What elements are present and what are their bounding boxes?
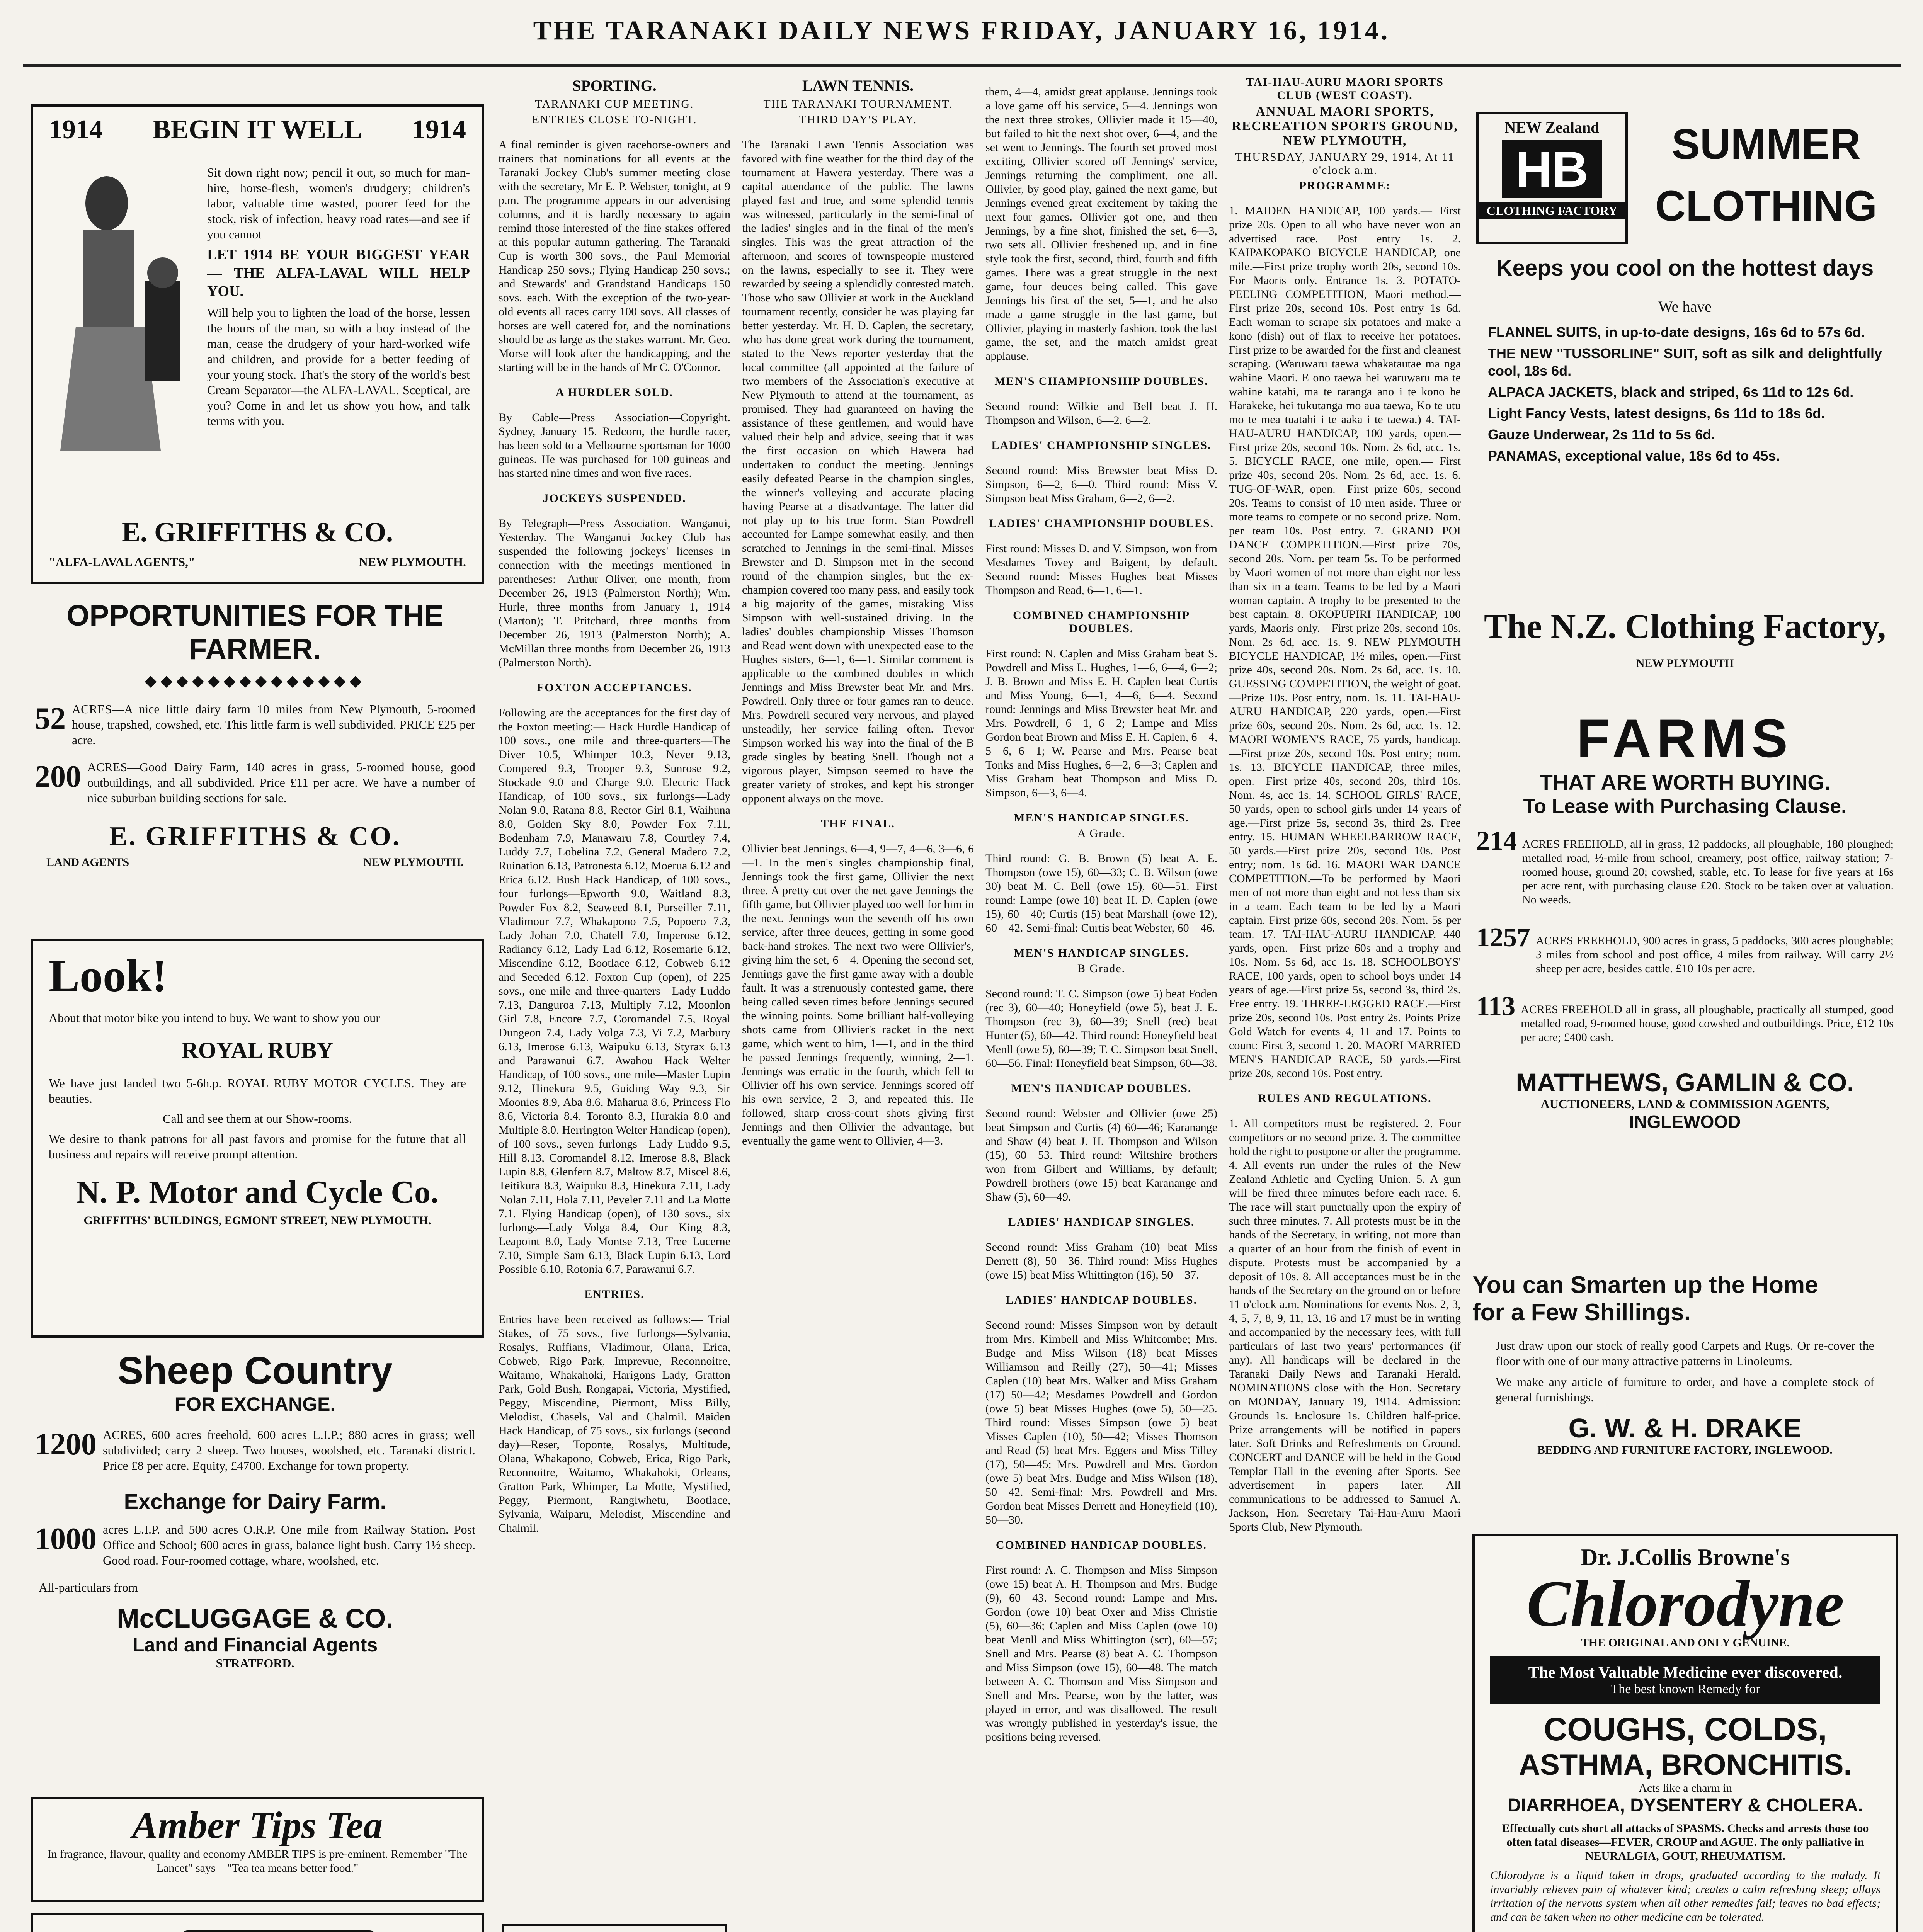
banner-line-2: The best known Remedy for xyxy=(1610,1682,1760,1696)
ad-text-1: Sit down right now; pencil it out, so much for man-hire, horse-flesh, women's drudgery; children's labor, valuable time wasted, poorer feed for the stock, risk of infection, heavy road rates—and see if you cannot xyxy=(207,165,470,241)
original-line: THE ORIGINAL AND ONLY GENUINE. xyxy=(1581,1636,1790,1649)
acre-number: 1257 xyxy=(1476,923,1530,952)
remedy-description: Chlorodyne is a liquid taken in drops, graduated according to the malady. It invariably relieves pain of whatever kind; creates a calm refreshing sleep; allays irritation of the nervous system when all other remedies fail; leaves no bad effects; and can be taken when no other medicine can be tolerated. xyxy=(1490,1869,1880,1923)
firm-town: NEW PLYMOUTH xyxy=(1636,657,1734,670)
subheading-final: THE FINAL. xyxy=(821,817,895,830)
ad-title-1: You can Smarten up the Home xyxy=(1472,1272,1818,1298)
brand-name: Chlorodyne xyxy=(1526,1567,1844,1640)
year-left: 1914 xyxy=(49,115,103,145)
listing-text: ACRES—Good Dairy Farm, 140 acres in grass, 5-roomed house, good outbuildings, and all subdivided. Price £11 per acre. We have a number of nice suburban building sections for sale. xyxy=(87,760,475,805)
ad-text-2: We have just landed two 5-6h.p. ROYAL RUBY MOTOR CYCLES. They are beauties. xyxy=(49,1076,466,1105)
ad-text-4: We desire to thank patrons for all past favors and promise for the future that all business and repairs will receive prompt attention. xyxy=(49,1132,466,1161)
event-date: THURSDAY, JANUARY 29, 1914, At 11 o'clock a.m. xyxy=(1235,151,1455,177)
ad-farms xyxy=(1472,707,1897,1256)
grade-label: B Grade. xyxy=(1077,962,1126,975)
subheading: THE TARANAKI TOURNAMENT. xyxy=(763,98,953,111)
chlorodyne-banner xyxy=(1490,1656,1880,1704)
result-text: Second round: T. C. Simpson (owe 5) beat Foden (rec 3), 60—40; Honeyfield (owe 5), beat J. E. Thompson (rec 3), 60—39; Snell (rec) beat Hunter (5), 60—42. Third round: Honeyfield beat Menll (owe 5), 60—39; T. C. Simpson beat Snell, 60—56. Final: Honeyfield beat Simpson, 60—38. xyxy=(985,987,1217,1070)
ad-title-2: for a Few Shillings. xyxy=(1472,1299,1691,1326)
subheading: TARANAKI CUP MEETING. xyxy=(535,98,694,111)
ad-title: OPPORTUNITIES FOR THE FARMER. xyxy=(66,599,444,666)
masthead: THE TARANAKI DAILY NEWS FRIDAY, JANUARY 16, 1914. xyxy=(533,16,1390,46)
listing-text: ACRES FREEHOLD, all in grass, 12 paddocks, all ploughable, 180 ploughed; metalled road, ½-mile from school, creamery, post office, railway station; 7-roomed house, ground 20; cowshed, stable, etc. To lease for five years at 16s per acre rent, with purchasing clause £20. Stock to be taken over at valuation. No weeds. xyxy=(1522,838,1894,906)
column-left-ads xyxy=(31,73,487,1932)
result-text: Second round: Miss Graham (10) beat Miss Derrett (8), 50—36. Third round: Miss Hughes (owe 15) beat Miss Whittington (16), 50—37. xyxy=(985,1241,1217,1281)
ad-text-1: Just draw upon our stock of really good Carpets and Rugs. Or re-cover the floor with one of our many attractive patterns in Linoleums. xyxy=(1496,1338,1874,1368)
rules-text: 1. All competitors must be registered. 2. Four competitors or no second prize. 3. The committee hold the right to postpone or alter the programme. 4. All events run under the rules of the New Zealand Athletic and Cycling Union. 5. A gun will be fired three minutes before each race. 6. The race will start punctually upon the expiry of such three minutes. 7. All protests must be in the hands of the Secretary, in writing, not more than a quarter of an hour from the finish of event in dispute. Protests must be accompanied by a deposit of 10s. 8. All acceptances must be in the hands of the Secretary on the ground on or before 11 o'clock a.m. Nominations for events Nos. 2, 3, 4, 5, 7, 8, 9, 11, 13, 16 and 17 must be in writing and accompanied by the necessary fees, with full particulars of last two years' performances (if any). All handicaps will be declared in the Taranaki Daily News and Taranaki Herald. NOMINATIONS close with the Hon. Secretary on MONDAY, January 19, 1914. Admission: Grounds 1s. Enclosure 1s. Children half-price. Prize arrangements will be notified in papers later. Soft Drinks and Refreshments on Ground. CONCERT and DANCE will be held in the Good Templar Hall in the evening after Sports. See advertisement in papers later. All communications to be addressed to Samuel A. Jackson, Hon. Secretary Tai-Hau-Auru Maori Sports Club, New Plymouth. xyxy=(1229,1117,1461,1533)
subheading-foxton: FOXTON ACCEPTANCES. xyxy=(537,681,692,694)
listing-1 xyxy=(35,1427,475,1477)
subheading: COMBINED HANDICAP DOUBLES. xyxy=(996,1539,1207,1551)
subheading: LADIES' CHAMPIONSHIP DOUBLES. xyxy=(989,517,1214,530)
firm-town: STRATFORD. xyxy=(216,1656,294,1670)
ad-title: Look! xyxy=(49,950,167,1001)
subheading-hurdler: A HURDLER SOLD. xyxy=(555,386,674,399)
firm-name: E. GRIFFITHS & CO. xyxy=(121,517,393,548)
ad-sheep-country xyxy=(31,1349,479,1781)
subheading: LADIES' HANDICAP DOUBLES. xyxy=(1006,1294,1197,1306)
firm-address: GRIFFITHS' BUILDINGS, EGMONT STREET, NEW PLYMOUTH. xyxy=(83,1214,431,1227)
ad-subtitle-2: To Lease with Purchasing Clause. xyxy=(1523,795,1847,818)
masthead-rule xyxy=(23,64,1901,67)
ad-title: BEGIN IT WELL xyxy=(152,115,362,145)
ad-header xyxy=(33,107,482,153)
ad-amber-tips-tea xyxy=(31,1797,484,1902)
badge-top: NEW Zealand xyxy=(1504,119,1600,136)
ornament-divider: ◆◆◆◆◆◆◆◆◆◆◆◆◆◆ xyxy=(145,672,366,689)
article-text: By Telegraph—Press Association. Wanganui, Yesterday. The Wanganui Jockey Club has suspended the following jockeys' licenses in connection with the meetings mentioned in parentheses:—Arthur Oliver, one month, from December 26, 1913 (Palmerston North); Wm. Hurle, three months from January 1, 1914 (Marton); T. Pritchard, three months from December 26, 1913 (Palmerston North); A. McMillan three months from December 26, 1913 (Palmerston North). xyxy=(499,517,730,669)
result-text: First round: N. Caplen and Miss Graham beat S. Powdrell and Miss L. Hughes, 1—6, 6—4, 6—2; J. B. Brown and Miss E. H. Caplen beat Curtis and Miss Young, 6—1, 4—6, 6—4. Second round: Jennings and Miss Brewster beat Mr. and Mrs. Powdrell, 6—1, 6—2; Lampe and Miss Gordon beat Brown and Miss E. H. Caplen, 6—4, 5—6, 6—1; W. Pearse and Mrs. Pearse beat Tonks and Miss Hughes, 6—2, 6—3; Caplen and Miss Graham beat Thompson and Miss D. Simpson, 6—3, 6—4. xyxy=(985,647,1217,799)
remedy-asthma: ASTHMA, BRONCHITIS. xyxy=(1519,1748,1852,1781)
ad-griffiths-alfa-laval xyxy=(31,104,484,584)
remedy-intro: Acts like a charm in xyxy=(1639,1782,1732,1794)
ad-subtitle-2: Exchange for Dairy Farm. xyxy=(124,1489,386,1514)
result-text: Third round: G. B. Brown (5) beat A. E. Thompson (owe 15), 60—33; C. B. Wilson (owe 30) beat M. C. Bell (owe 15), 60—51. First round: Lampe (owe 10) beat H. D. Caplen (owe 15), 60—40; Curtis (15) beat Marshall (owe 12), 60—42. Semi-final: Curtis beat Webster, 60—46. xyxy=(985,852,1217,934)
column-results xyxy=(985,73,1217,1932)
firm-name: E. GRIFFITHS & CO. xyxy=(109,821,401,851)
clothing-list xyxy=(1488,298,1882,468)
remedy-coughs: COUGHS, COLDS, xyxy=(1544,1711,1827,1747)
column-right-ads xyxy=(1472,73,1901,1932)
ad-text-3: Call and see them at our Show-rooms. xyxy=(163,1112,352,1126)
grade-label: A Grade. xyxy=(1077,827,1126,840)
woman-baking-illustration xyxy=(45,1930,161,1932)
article-text: The Taranaki Lawn Tennis Association was favored with fine weather for the third day of the tournament at Hawera yesterday. There was a capital attendance of the public. The lawns played fast and true, and some splendid tennis was witnessed, particularly in the semi-final of the ladies' singles and in the final of the men's singles. This was the great attraction of the afternoon, and scores of townspeople mustered on the lawns, especially to see it. They were rewarded by seeing a splendidly contested match. Those who saw Ollivier at work in the Auckland tournament recently, consider he was playing far better yesterday. Mr. H. D. Caplen, the secretary, who has done great work during the tournament, stated to the News reporter yesterday that the local committee (all appointed at the failure of two members of the Association's executive at New Plymouth to attend at the tournament, as promised. They had guaranteed on having the assistance of these gentlemen, and would have valued their help and advice, seeing that it was the first occasion on which Hawera had undertaken to conduct the meeting. Jennings easily defeated Pearse in the champion singles, the winner's volleying and accurate placing having Pearse at a disadvantage. The latter did not play up to his true form. Stan Powdrell accounted for Lampe somewhat easily, and then scratched to Jennings in the semi-final. Misses Brewster and D. Simpson met in the second round of the champion singles, but the ex-champion covered too many pass, and easily took a big majority of the games, mistaking Miss Simpson with well-sustained driving. In the ladies' doubles championship Misses Thomson and Read went down with unexpected ease to the Hughes sisters, 6—1, 6—1. Similar comment is applicable to the combined doubles in which Jennings and Miss Brewster beat Mr. and Mrs. Powdrell. Only three or four games ran to deuce. Mrs. Powdrell secured very nervous, and played unsteadily, her service failing often. Trevor Simpson worked his way into the final of the B grade singles by beating Snell. Though not a vigorous player, Simpson seemed to have the greater variety of strokes, and kept his stronger opponent always on the move. xyxy=(742,138,974,805)
firm-subtitle: Land and Financial Agents xyxy=(132,1634,378,1656)
firm-role: "ALFA-LAVAL AGENTS," xyxy=(49,555,195,569)
event-heading: ANNUAL MAORI SPORTS, RECREATION SPORTS GROUND, NEW PLYMOUTH, xyxy=(1232,104,1458,148)
ad-top-line: Dr. J.Collis Browne's xyxy=(1581,1544,1790,1570)
particulars-line: All-particulars from xyxy=(39,1580,138,1594)
article-text: By Cable—Press Association—Copyright. Sydney, January 15. Redcorn, the hurdle racer, has been sold to a Melbourne sportsman for 1000 guineas. He was purchased for 100 guineas and has started nine times and won five races. xyxy=(499,411,730,480)
clothing-item: PANAMAS, exceptional value, 18s 6d to 45s. xyxy=(1488,448,1780,464)
firm-footer xyxy=(31,852,479,873)
remedy-text: Effectually cuts short all attacks of SPASMS. Checks and arrests those too often fatal diseases—FEVER, CROUP and AGUE. The only palliative in NEURALGIA, GOUT, RHEUMATISM. xyxy=(1502,1822,1869,1862)
programme-text: 1. MAIDEN HANDICAP, 100 yards.— First prize 20s. Open to all who have never won an advertised race. Post entry 1s. 2. KAIPAKOPAKO BICYCLE HANDICAP, one mile.—First prize trophy worth 20s, second 10s. For Maoris only. Entrance 1s. 3. POTATO-PEELING COMPETITION, Maori method.—First prize 20s, second 10s. Post entry 1s 6d. Each woman to scrape six potatoes and make a kono (dish) out of flax to receive her potatoes. First prize to be awarded for the first and cleanest scraping. (Waruwaru taewa whakatautae ma nga wahine Maori. E ono taewa hei waruwaru ma te wahine katahi, ma te raranga ano i te kono he Harakeke, hei tukutanga mo aua taewa, Ko te utu mo te mea tuatahi i te aaka i te taewa.) 4. TAI-HAU-AURU HANDICAP, 100 yards, open.—First prize 20s, second 10s. Nom. 2s 6d, acc. 1s. 5. BICYCLE RACE, one mile, open.— First prize 40s, second 20s. Nom. 2s 6d, acc. 1s. 6. TUG-OF-WAR, open.—First prize 60s, second 20s. Teams to consist of 10 men aside. Three or more teams to compete or no second prize. Nom. per team 10s. Post entry. 7. GRAND POI DANCE COMPETITION.—First prize 70s, second 20s. Nom. per team 5s. To be performed by Maori women of not more than eight nor less than six in a team. Teams to be led by a Maori woman captain. A trophy to be presented to the best captain. 8. OKOPUPIRI HANDICAP, 100 yards, Maoris only.—First prize 20s, second 10s. Nom. 2s 6d, acc. 1s. 9. NEW PLYMOUTH BICYCLE HANDICAP, 1½ miles, open.—First prize 40s, second 20s. Nom. 2s 6d, acc. 1s. 10. GUESSING COMPETITION, the weight of goat.—Prize 10s. Post entry, nom. 1s. 11. TAI-HAU-AURU HANDICAP, 220 yards, open.—First prize 60s, second 20s. Nom. 2s 6d, acc. 1s. 12. MAORI WOMEN'S RACE, 75 yards, handicap.—First prize 20s, second 10s. Post entry; nom. 1s. 13. BICYCLE HANDICAP, three miles, open.—First prize 40s, second 20s, third 10s. Nom. 4s, acc 1s. 14. SCHOOL GIRLS' RACE, 50 yards, open to school girls under 14 years of age.—First prize 5s, second 3s, third 2s. Free entry. 15. HUMAN WHEELBARROW RACE, 50 yards.—First prize 20s, second 10s. Post entry; nom. 1s 6d. 16. MAORI WAR DANCE COMPETITION.—To be performed by Maori men of not more than eight and not less than six in a team. Each team to be led by a Maori captain. First prize 60s, second 20s. Nom. 5s per team. 17. TAI-HAU-AURU HANDICAP, 440 yards, open.—First prize 60s and a trophy and 10s. Nom. 5s 6d, acc 1s. 18. SCHOOLBOYS' RACE, 100 yards, open to school boys under 14 years of age.—First prize 5s, second 3s, third 2s. Free entry. 19. THREE-LEGGED RACE.—First prize 20s, second 10s. Post entry 2s. Points Prize Gold Watch for events 4, 11 and 17. Points to count: First 3, second 1. 20. MAORI MARRIED MEN'S HANDICAP RACE, 50 yards.—First prize 20s, second 10s. Post entry. xyxy=(1229,204,1461,1080)
ad-subtitle-1: THAT ARE WORTH BUYING. xyxy=(1539,770,1831,794)
listing-1 xyxy=(35,701,475,752)
clothing-item: ALPACA JACKETS, black and striped, 6s 11d to 12s 6d. xyxy=(1488,384,1854,400)
ad-title: Sheep Country xyxy=(117,1349,393,1392)
firm-town: NEW PLYMOUTH. xyxy=(363,856,464,869)
acre-number: 113 xyxy=(1476,992,1516,1021)
ad-title: Amber Tips Tea xyxy=(132,1804,383,1847)
club-heading: TAI-HAU-AURU MAORI SPORTS CLUB (WEST COAST). xyxy=(1246,76,1444,102)
listing-text: ACRES, 600 acres freehold, 600 acres L.I.P.; 880 acres in grass; well subdivided; carry 2 sheep. Two houses, woolshed, etc. Taranaki district. Price £8 per acre. Equity, £4700. Exchange for town property. xyxy=(103,1428,475,1473)
firm-town: INGLEWOOD xyxy=(1629,1112,1741,1132)
listing-2 xyxy=(35,759,475,810)
subheading: LADIES' HANDICAP SINGLES. xyxy=(1008,1216,1195,1228)
ad-subtitle: FOR EXCHANGE. xyxy=(174,1393,336,1415)
firm-name: N. P. Motor and Cycle Co. xyxy=(76,1174,439,1210)
firm-subtitle: BEDDING AND FURNITURE FACTORY, INGLEWOOD. xyxy=(1537,1444,1833,1456)
badge-bottom: CLOTHING FACTORY xyxy=(1479,202,1625,219)
result-text: Second round: Webster and Ollivier (owe 25) beat Simpson and Curtis (4) 60—46; Karanange and Shaw (4) beat J. H. Thompson and Wilson (15), 60—53. Third round: Wiltshire brothers won from Gilbert and Williams, by default; Powdrell brothers (owe 15) beat Karanange and Shaw (5), 60—49. xyxy=(985,1107,1217,1203)
clothing-item: Light Fancy Vests, latest designs, 6s 11d to 18s 6d. xyxy=(1488,405,1825,421)
ad-title-2: CLOTHING xyxy=(1655,182,1877,230)
farm-listing-2 xyxy=(1476,922,1894,987)
ad-cuticura xyxy=(499,1920,730,1932)
subheading: MEN'S HANDICAP SINGLES. xyxy=(1014,811,1189,824)
clothing-item: THE NEW "TUSSORLINE" SUIT, soft as silk and delightfully cool, 18s 6d. xyxy=(1488,345,1882,379)
listing-text: acres L.I.P. and 500 acres O.R.P. One mile from Railway Station. Post Office and School; 600 acres in grass, balance light bush. Carry 1½ sheep. Good road. Four-roomed cottage, whare, woolshed, etc. xyxy=(103,1522,475,1567)
rules-heading: RULES AND REGULATIONS. xyxy=(1258,1092,1432,1105)
ad-opportunities xyxy=(31,591,479,923)
badge-logo: HB xyxy=(1502,140,1602,198)
subheading: LADIES' CHAMPIONSHIP SINGLES. xyxy=(991,439,1212,452)
firm-name: MATTHEWS, GAMLIN & CO. xyxy=(1516,1068,1854,1097)
ad-drake-furniture xyxy=(1472,1271,1897,1519)
article-text: A final reminder is given racehorse-owners and trainers that nominations for all events at the Taranaki Jockey Club's summer meeting close with the secretary, Mr E. P. Webster, tonight, at 9 p.m. The programme appears in our advertising columns, and it is hardly necessary to again remind those interested of the fine stakes offered at this popular autumn gathering. The Taranaki Cup is worth 300 sovs., the Paul Memorial Handicap 250 sovs.; Flying Handicap 250 sovs.; and Stewards' and Grandstand Handicaps 150 sovs. each. With the exception of the two-year-old events all races carry 100 sovs. All classes of horses are well catered for, and the nominations should be as large as the stakes warrant. Mr. Geo. Morse will look after the handicapping, and the starting will be in the hands of Mr C. O'Connor. xyxy=(499,138,730,374)
year-right: 1914 xyxy=(412,115,466,145)
section-heading: SPORTING. xyxy=(572,77,657,94)
farm-listing-3 xyxy=(1476,991,1894,1056)
result-text: Second round: Misses Simpson won by default from Mrs. Kimbell and Miss Whitcombe; Mrs. Budge and Miss Wilson (18) beat Misses Williamson and Reilly (27), 50—41; Misses Caplen (10) beat Mrs. Walker and Miss Graham (17) 50—42; Mesdames Powdrell and Gordon (owe 5) beat Misses Hughes (owe 5), 50—25. Third round: Misses Simpson (owe 5) beat Misses Caplen (10), 50—42; Misses Thomson and Read (5) beat Mrs. Eggers and Miss Tilley (17), 50—45; Mrs. Powdrell and Mrs. Gordon (owe 5) beat Mrs. Budge and Miss Wilson (18), 50—42. Semi-final: Mrs. Powdrell and Mrs. Gordon beat Misses Derrett and Honeyfield (10), 50—30. xyxy=(985,1319,1217,1526)
firm-name: G. W. & H. DRAKE xyxy=(1568,1413,1802,1443)
ad-text-2: LET 1914 BE YOUR BIGGEST YEAR — THE ALFA-LAVAL WILL HELP YOU. xyxy=(207,247,470,299)
ad-title-1: SUMMER xyxy=(1671,121,1861,168)
section-heading: LAWN TENNIS. xyxy=(802,77,914,94)
subheading-2: THIRD DAY'S PLAY. xyxy=(799,113,917,126)
ad-tagline: Keeps you cool on the hottest days xyxy=(1496,255,1874,281)
ad-motor-cycle xyxy=(31,939,484,1338)
ad-text-1: About that motor bike you intend to buy. We want to show you our xyxy=(49,1011,380,1025)
ad-text-2: We make any article of furniture to order, and have a complete stock of general furnishings. xyxy=(1496,1375,1874,1404)
acre-number: 1200 xyxy=(35,1427,97,1461)
firm-name: McCLUGGAGE & CO. xyxy=(117,1603,393,1633)
column-sporting xyxy=(499,73,730,1932)
hb-badge xyxy=(1476,112,1628,244)
we-have-label: We have xyxy=(1658,298,1712,315)
ad-body xyxy=(207,165,470,432)
subheading: COMBINED CHAMPIONSHIP DOUBLES. xyxy=(1013,609,1190,635)
result-text: First round: Misses D. and V. Simpson, won from Mesdames Tovey and Baigent, by default. Second round: Misses Hughes beat Misses Thompson and Read, 6—1, 6—1. xyxy=(985,542,1217,597)
firm-name: The N.Z. Clothing Factory, xyxy=(1484,607,1886,646)
firm-role: LAND AGENTS xyxy=(46,856,129,869)
ad-chlorodyne xyxy=(1472,1534,1898,1932)
firm-subtitle: AUCTIONEERS, LAND & COMMISSION AGENTS, xyxy=(1540,1097,1829,1111)
ad-zealandia-range xyxy=(31,1913,484,1932)
clothing-item: FLANNEL SUITS, in up-to-date designs, 16s 6d to 57s 6d. xyxy=(1488,324,1865,340)
subheading: MEN'S HANDICAP DOUBLES. xyxy=(1011,1082,1192,1095)
result-text: Second round: Miss Brewster beat Miss D. Simpson, 6—2, 6—0. Third round: Miss V. Simpson beat Miss Graham, 6—2, 6—2. xyxy=(985,464,1217,505)
listing-2 xyxy=(35,1522,475,1572)
ad-nz-clothing-factory xyxy=(1472,104,1897,692)
subheading-jockeys: JOCKEYS SUSPENDED. xyxy=(543,492,686,505)
listing-text: ACRES—A nice little dairy farm 10 miles from New Plymouth, 5-roomed house, trapshed, cowshed, etc. This little farm is well subdivided. PRICE £25 per acre. xyxy=(72,702,475,747)
banner-line-1: The Most Valuable Medicine ever discovered. xyxy=(1528,1664,1843,1682)
column-tennis xyxy=(742,73,974,1932)
subheading-entries: ENTRIES. xyxy=(584,1288,645,1301)
remedy-diarrhoea: DIARRHOEA, DYSENTERY & CHOLERA. xyxy=(1507,1795,1863,1816)
farm-listing-1 xyxy=(1476,826,1894,918)
ad-text: In fragrance, flavour, quality and economy AMBER TIPS is pre-eminent. Remember "The Lancet" says—"Tea tea means better food." xyxy=(47,1848,468,1874)
article-text: Following are the acceptances for the first day of the Foxton meeting:— Hack Hurdle Handicap of 100 sovs., one mile and three-quarters—The Diver 10.5, Whimper 10.3, Never 9.13, Compered 9.3, Trooper 9.3, Sunrose 9.2, Stockade 9.0 and Charge 9.0. Electric Hack Handicap, of 100 sovs., six furlongs—Lady Nolan 9.0, Ratana 8.8, Rector Girl 8.1, Waihuna 8.0, Golden Sky 8.0, Powder Fox 7.11, Bodenham 7.9, Manawaru 7.8, Courtley 7.4, Luddy 7.7, Lobelina 7.2, General Madero 7.2, Ruination 6.13, Patronesta 6.12, Moerua 6.12 and Erica 6.12. Bush Hack Handicap, of 100 sovs., four furlongs—Epworth 9.0, Waitland 8.3, Powder Fox 8.2, Seaweed 8.1, Purseiller 7.11, Vladimour 7.7, Whakapono 7.5, Popoero 7.3, Lady Johan 7.0, Chatell 7.0, Imperose 6.12, Radiancy 6.12, Lady Lad 6.12, Rosemarie 6.12, Miscendine 6.12, Bootlace 6.12, Cobweb 6.12 and Seceded 6.12. Foxton Cup (open), of 225 sovs., one mile and three-quarters—Lady Luddo 7.13, Danguroa 7.13, Multiply 7.12, Moonlon Girl 7.8, Encore 7.7, Coromandel 7.5, Royal Dungeon 7.4, Lady Volga 7.3, Vi 7.2, Marbury 6.13, Imerose 6.13, Waipuku 6.13, Styrax 6.13 and Parawanui 6.7. Awahou Hack Welter Handicap, of 100 sovs., one mile—Master Lupin 9.12, Hinekura 9.5, Guiding Way 9.3, Sir Moonies 8.9, Aba 8.6, Maharua 8.6, Princess Flo 8.6, Victoria 8.4, Toronto 8.3, Hurakia 8.0 and Multiple 8.0. Herrington Welter Handicap (open), of 100 sovs., seven furlongs—Lady Luddo 9.5, Hill 8.13, Coromandel 8.12, Imerose 8.8, Black Lupin 8.8, Glenfern 8.7, Maltow 8.7, Miscel 8.6, Teitikura 8.3, Waipuku 8.3, Hinekura 7.11, Lady Nolan 7.11, Hola 7.11, Peveler 7.11 and La Motte 7.1. Flying Handicap (open), of 130 sovs., six furlongs—Lady Volga 8.4, Our King 8.3, Leapoint 8.0, Lady Montse 7.13, Tree Lucerne 7.10, Simple Sam 6.13, Black Lupin 6.13, Lord Possible 6.10, Rotonia 6.7, Parawanui 6.7. xyxy=(499,706,730,1276)
article-text: Entries have been received as follows:— Trial Stakes, of 75 sovs., five furlongs—Sylvania, Rosalys, Ruffians, Vladimour, Olana, Erica, Cobweb, Rigo Park, Imprevue, Reconnoitre, Waitamo, Whakahoki, Harigons Lady, Gratton Park, Gold Bush, Rongapai, Victoria, Mystified, Peggy, Miscendine, Piermont, Miss Billy, Melodist, Chasels, Val and Chalmil. Maiden Hack Handicap, of 75 sovs., six furlongs (second day)—Reser, Toponte, Rosalys, Multitude, Olana, Whakapono, Cobweb, Erica, Rigo Park, Reconnoitre, Waitamo, Whakahoki, Orleans, Gratton Park, Whimper, La Motte, Mystified, Peggy, Piermont, Rangiwhetu, Bootlace, Sylvania, Waiparu, Melodist, Miscendine and Chalmil. xyxy=(499,1313,730,1534)
ad-title: FARMS xyxy=(1577,708,1793,769)
clothing-item: Gauze Underwear, 2s 11d to 5s 6d. xyxy=(1488,427,1715,442)
subheading: MEN'S CHAMPIONSHIP DOUBLES. xyxy=(994,375,1208,388)
firm-town: NEW PLYMOUTH. xyxy=(359,555,466,569)
column-maori-sports xyxy=(1229,73,1461,1932)
result-text: Second round: Wilkie and Bell beat J. H. Thompson and Wilson, 6—2, 6—2. xyxy=(985,400,1217,427)
article-text: Ollivier beat Jennings, 6—4, 9—7, 4—6, 3—6, 6—1. In the men's singles championship final, Jennings took the first game, Ollivier the next three. A pretty cut over the net gave Jennings the fifth game, but Ollivier played too well for him in the next. Jennings won the seventh off his own service, after three deuces, getting in some good back-hand strokes. The next two were Ollivier's, giving him the set, 6—4. Opening the second set, Jennings gave the first game away with a double fault. It was a strenuously contested game, there being called seven times before Jennings secured the winning points. Some brilliant half-volleying shots came from Ollivier's racket in the next game, which went to him, 1—1, and in the third he passed Jennings frequently, winning, 2—1. Jennings was erratic in the fourth, which fell to Ollivier off his own service. Jennings scored off his own service, 2—3, and repeated this. He followed, sharp cross-court shots giving first Jennings and then Ollivier the advantage, but eventually the game went to Ollivier, 4—3. xyxy=(742,842,974,1147)
acre-number: 214 xyxy=(1476,826,1517,856)
woman-separator-illustration xyxy=(45,157,199,466)
acre-number: 52 xyxy=(35,702,66,736)
subheading: MEN'S HANDICAP SINGLES. xyxy=(1014,947,1189,959)
programme-heading: PROGRAMME: xyxy=(1299,179,1391,192)
listing-text: ACRES FREEHOLD, 900 acres in grass, 5 paddocks, 300 acres ploughable; 3 miles from school and post office, 4 miles from railway. Will carry 2½ sheep per acre, besides cattle. £10 10s per acre. xyxy=(1536,934,1894,975)
subheading-2: ENTRIES CLOSE TO-NIGHT. xyxy=(532,113,697,126)
ad-text-3: Will help you to lighten the load of the horse, lessen the hours of the man, so with a boy instead of the man, cease the drudgery of your hard-worked wife and children, and provide for a better feeding of your young stock. That's the story of the world's best Cream Separator—the ALFA-LAVAL. Sceptical, are you? Come in and let us show you how, and talk terms with you. xyxy=(207,305,470,428)
result-text: First round: A. C. Thompson and Miss Simpson (owe 15) beat A. H. Thompson and Mrs. Budge (9), 60—43. Second round: Lampe and Mrs. Gordon (owe 10) beat Oxer and Miss Christie (5), 60—36; Caplen and Miss Caplen (owe 10) beat Menll and Miss Whittington (scr), 60—57; Snell and Mrs. Pearse (8) beat A. C. Thompson and Miss Simpson (owe 15), 60—48. The match between A. C. Thomson and Miss Simpson and Snell and Mrs. Pearse, won by the latter, was played in error, and was disallowed. The result was wrongly published in yesterday's issue, the positions being reversed. xyxy=(985,1564,1217,1743)
product-name: ROYAL RUBY xyxy=(181,1037,334,1063)
article-text: them, 4—4, amidst great applause. Jennings took a love game off his service, 5—4. Jennings won the next three strokes, Ollivier made it 15—40, but failed to hit the next shot over, 6—4, and the set went to Jennings. The fourth set proved most exciting, Ollivier scored off Jennings' service, Jennings returning the compliment, one all. Ollivier, by good play, gained the next game, but Jennings evened great excitement by taking the next four games. Ollivier got one, and then Jennings, by a fine shot, finished the set, 6—3, two sets all. Ollivier freshened up, and in fine style took the first, second, third, fourth and fifth games. There was a great struggle in the next game, four deuces being called. This gave Jennings his first of the set, 5—1, and he also made a game struggle in the last game, but Ollivier, playing in masterly fashion, took the last game, the set, and the match amidst great applause. xyxy=(985,85,1217,362)
listing-text: ACRES FREEHOLD all in grass, all ploughable, practically all stumped, good metalled road, 9-roomed house, good cowshed and outbuildings. Price, £12 10s per acre; £400 cash. xyxy=(1521,1003,1894,1044)
ad-title xyxy=(180,1930,377,1932)
firm-footer xyxy=(49,555,466,569)
acre-number: 1000 xyxy=(35,1522,97,1556)
ad-title xyxy=(502,1924,727,1932)
acre-number: 200 xyxy=(35,760,81,794)
